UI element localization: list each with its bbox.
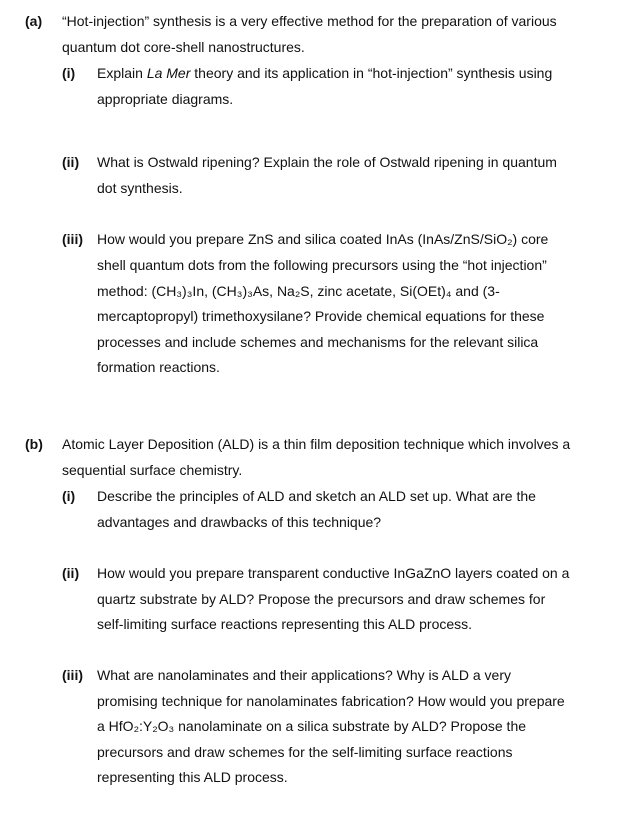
part-b-q3-label: (iii) [62, 667, 83, 683]
part-b-q2-label: (ii) [62, 565, 80, 581]
part-b-intro-line: Atomic Layer Deposition (ALD) is a thin film deposition technique which involves a [62, 436, 571, 452]
part-a-q1-line: appropriate diagrams. [97, 91, 234, 107]
part-b-q3-line: precursors and draw schemes for the self-limiting surface reactions [97, 744, 513, 760]
part-a-intro-line: quantum dot core-shell nanostructures. [62, 39, 305, 55]
part-b-q3-line: What are nanolaminates and their applications? Why is ALD a very [97, 667, 511, 683]
part-b-q1-line: advantages and drawbacks of this technique? [97, 514, 382, 530]
part-a-q3-label: (iii) [62, 231, 83, 247]
part-a-q1-text: theory and its application in “hot-injection” synthesis using [190, 65, 553, 81]
part-b-q3-line: a HfO₂:Y₂O₃ nanolaminate on a silica substrate by ALD? Propose the [97, 718, 527, 734]
la-mer-emphasis: La Mer [146, 65, 191, 81]
part-a-label: (a) [25, 13, 43, 29]
part-b-q2-line: quartz substrate by ALD? Propose the precursors and draw schemes for [97, 591, 546, 607]
part-a-q3-line: How would you prepare ZnS and silica coated InAs (InAs/ZnS/SiO₂) core [97, 231, 549, 247]
part-a-intro-line: “Hot-injection” synthesis is a very effective method for the preparation of various [62, 13, 557, 29]
part-b-q2-line: self-limiting surface reactions representing this ALD process. [97, 616, 473, 632]
part-b-q1-label: (i) [62, 488, 76, 504]
part-a-q3-line: mercaptopropyl) trimethoxysilane? Provide chemical equations for these [97, 308, 545, 324]
part-a-q1-line [97, 64, 552, 82]
part-a-q1-label: (i) [62, 65, 76, 81]
part-a-q3-line: method: (CH₃)₃In, (CH₃)₃As, Na₂S, zinc acetate, Si(OEt)₄ and (3- [97, 283, 500, 299]
part-b-q3-line: promising technique for nanolaminates fabrication? How would you prepare [97, 693, 565, 709]
part-a-q3-line: processes and include schemes and mechanisms for the relevant silica [97, 334, 539, 350]
part-b-q3-line: representing this ALD process. [97, 769, 288, 785]
part-a-q3-line: shell quantum dots from the following precursors using the “hot injection” [97, 257, 547, 273]
part-a-q2-line: dot synthesis. [97, 180, 183, 196]
part-a-q3-line: formation reactions. [97, 359, 220, 375]
part-a-q1-text: Explain [97, 65, 147, 81]
part-b-q1-line: Describe the principles of ALD and sketch an ALD set up. What are the [97, 488, 536, 504]
part-b-q2-line: How would you prepare transparent conductive InGaZnO layers coated on a [97, 565, 570, 581]
part-a-q2-line: What is Ostwald ripening? Explain the role of Ostwald ripening in quantum [97, 154, 557, 170]
part-a-q2-label: (ii) [62, 154, 80, 170]
part-b-intro-line: sequential surface chemistry. [62, 462, 243, 478]
part-b-label: (b) [25, 436, 43, 452]
